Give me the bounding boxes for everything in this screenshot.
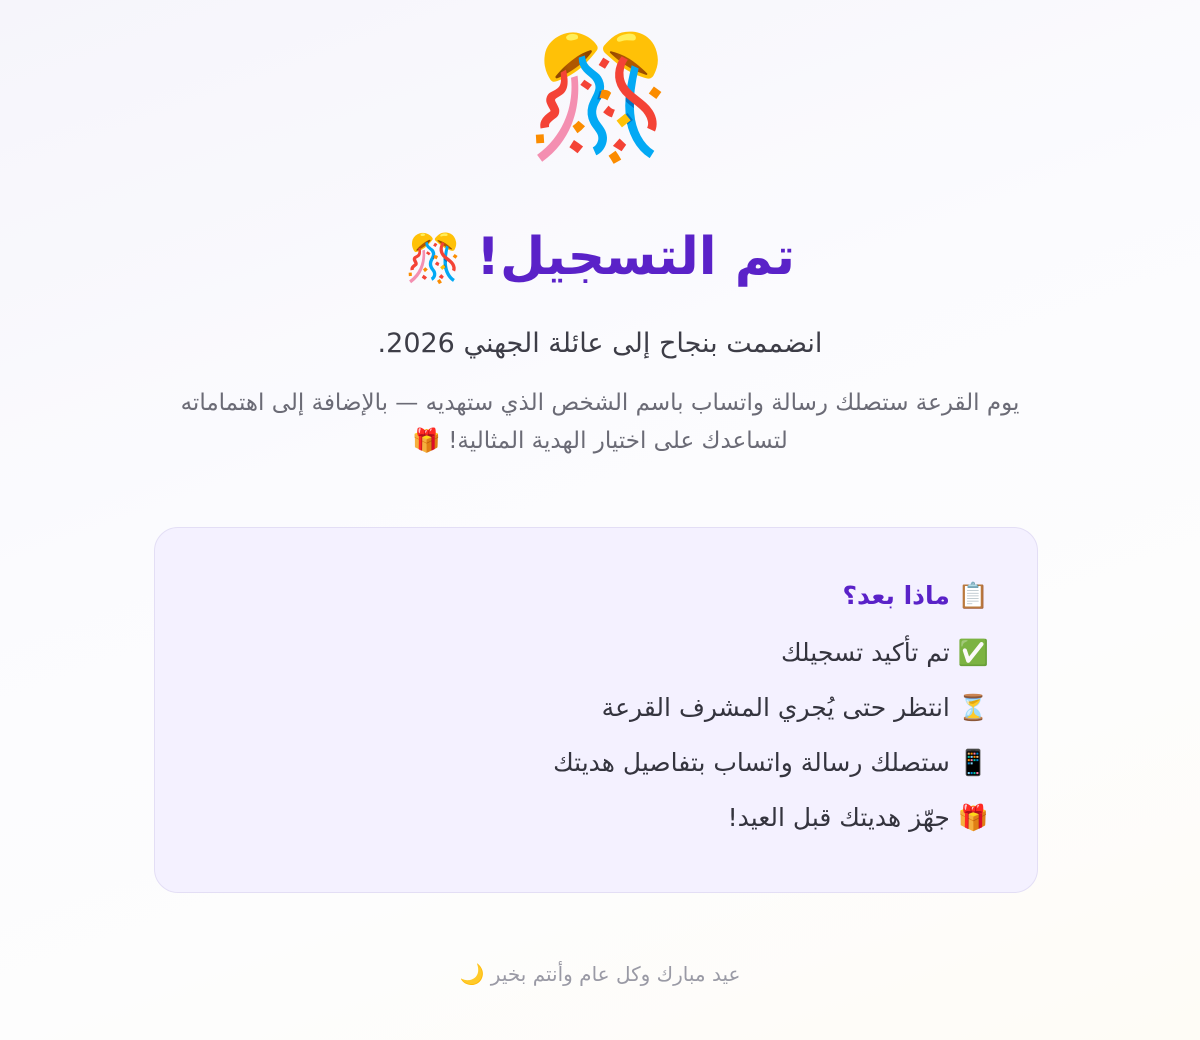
next-steps-title — [203, 576, 989, 616]
confetti-icon: 🎊 — [526, 28, 674, 166]
list-item — [203, 799, 989, 837]
list-item — [203, 689, 989, 727]
page-title-text: تم التسجيل! — [476, 227, 795, 287]
next-steps-card — [154, 527, 1038, 893]
draw-description: يوم القرعة ستصلك رسالة واتساب باسم الشخص الذي ستهديه — بالإضافة إلى اهتماماته لتساعدك على اختيار الهدية المثالية! 🎁 — [180, 390, 1020, 454]
next-steps-list — [203, 634, 989, 837]
step-text: انتظر حتى يُجري المشرف القرعة — [601, 693, 950, 722]
gift-icon: 🎁 — [957, 803, 989, 832]
step-text: جهّز هديتك قبل العيد! — [727, 803, 950, 832]
title-confetti-icon: 🎊 — [404, 231, 463, 285]
mobile-phone-icon: 📱 — [957, 748, 989, 777]
list-item — [203, 634, 989, 672]
list-item — [203, 744, 989, 782]
clipboard-icon: 📋 — [957, 581, 989, 610]
check-mark-icon: ✅ — [957, 638, 989, 667]
step-text: تم تأكيد تسجيلك — [780, 638, 950, 667]
success-subtitle: انضممت بنجاح إلى عائلة الجهني 2026. — [377, 328, 823, 359]
hourglass-icon: ⏳ — [957, 693, 989, 722]
page-title — [0, 222, 1200, 293]
next-steps-title-text: ماذا بعد؟ — [842, 581, 950, 610]
step-text: ستصلك رسالة واتساب بتفاصيل هديتك — [553, 748, 950, 777]
footer-greeting: عيد مبارك وكل عام وأنتم بخير 🌙 — [459, 962, 741, 986]
